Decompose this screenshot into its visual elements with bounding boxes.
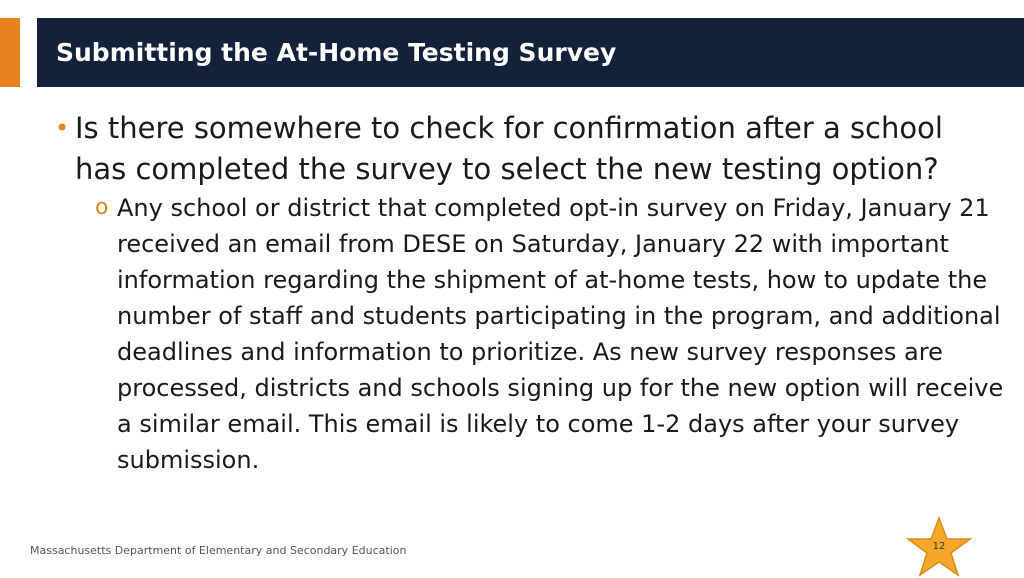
- page-number: 12: [932, 541, 946, 552]
- slide-content: [52, 108, 1004, 478]
- accent-bar: [0, 18, 20, 87]
- answer-text: Any school or district that completed opt-in survey on Friday, January 21 received an email from DESE on Saturday, January 22 with important information regarding the shipment of at-home tests, how to update the number of staff and students participating in the program, and additional deadlines and information to prioritize. As new survey responses are processed, districts and schools signing up for the new option will receive a similar email. This email is likely to come 1-2 days after your survey submission.: [117, 194, 1004, 474]
- title-bar: [37, 18, 1024, 87]
- bullet-icon: •: [55, 114, 70, 142]
- footer-text: Massachusetts Department of Elementary and Secondary Education: [30, 544, 407, 557]
- slide-title: Submitting the At-Home Testing Survey: [56, 38, 617, 67]
- sub-bullet-icon: o: [95, 195, 109, 220]
- answer-bullet: [52, 190, 1017, 478]
- question-bullet: [52, 108, 992, 190]
- question-text: Is there somewhere to check for confirmation after a school has completed the survey to select the new testing option?: [75, 111, 943, 186]
